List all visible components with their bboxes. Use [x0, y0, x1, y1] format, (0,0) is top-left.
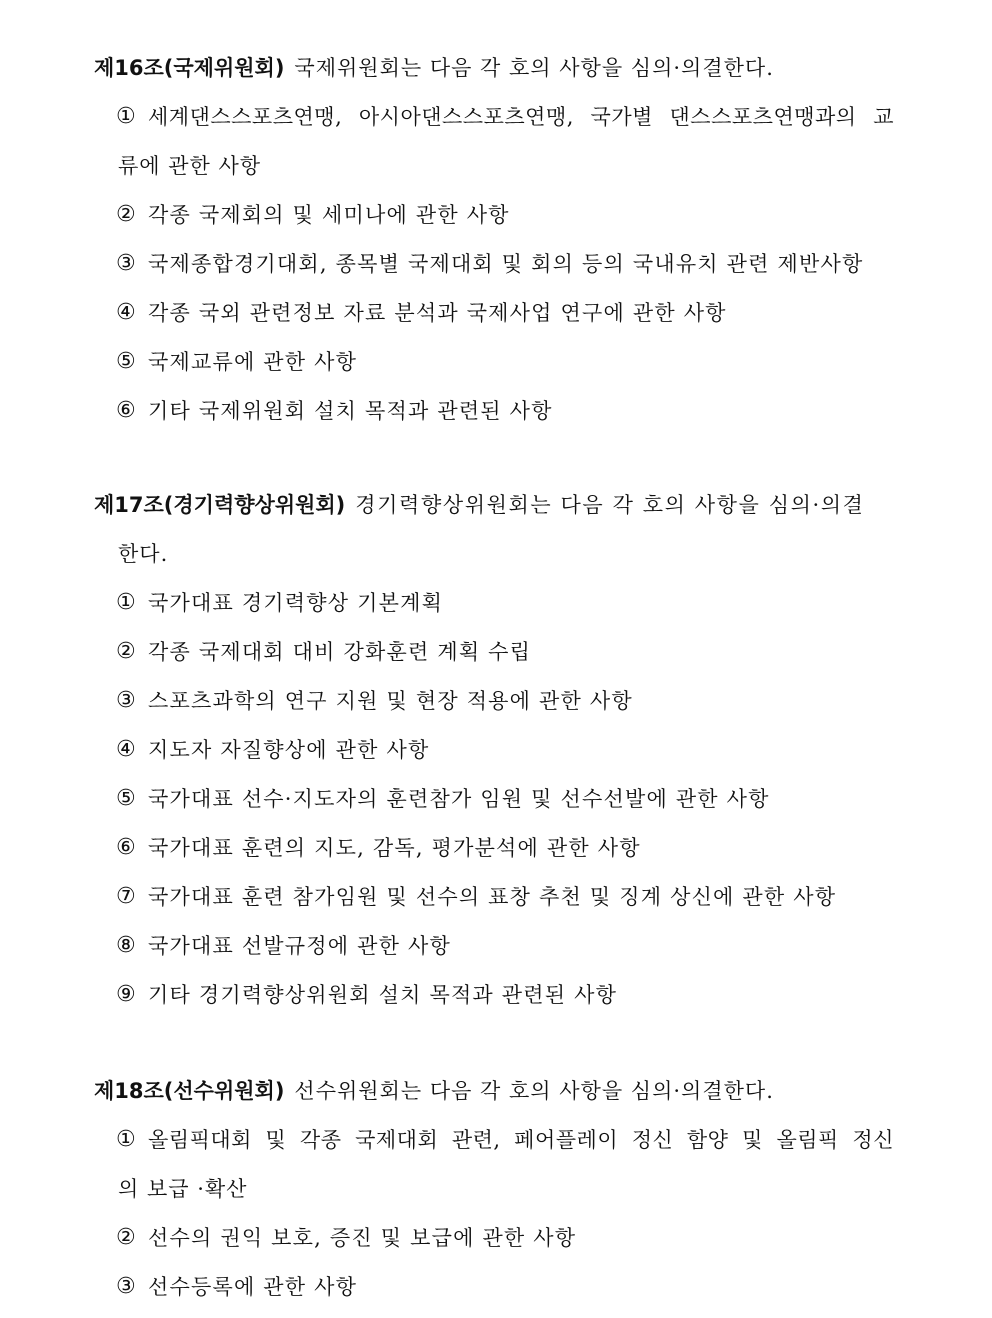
article-intro: 선수위원회는 다음 각 호의 사항을 심의·의결한다.: [294, 1079, 774, 1103]
list-item: [94, 830, 904, 879]
item-text: 국가대표 훈련 참가임원 및 선수의 표창 추천 및 징계 상신에 관한 사항: [148, 885, 837, 909]
list-item: [94, 295, 904, 344]
item-number: ⑧: [116, 933, 136, 958]
article-16: [94, 50, 904, 442]
article-18: [94, 1073, 904, 1318]
item-number: ③: [116, 688, 136, 713]
item-text: 각종 국외 관련정보 자료 분석과 국제사업 연구에 관한 사항: [148, 301, 727, 325]
item-number: ②: [116, 1225, 136, 1250]
item-text: 스포츠과학의 연구 지원 및 현장 적용에 관한 사항: [148, 689, 633, 713]
article-title: 제16조(국제위원회): [94, 56, 285, 80]
item-number: ⑤: [116, 786, 136, 811]
article-heading: [94, 50, 904, 99]
item-number: ⑨: [116, 982, 136, 1007]
item-number: ①: [116, 104, 136, 129]
list-item: [94, 683, 904, 732]
article-heading: [94, 1073, 904, 1122]
list-item: [94, 344, 904, 393]
item-text: 기타 경기력향상위원회 설치 목적과 관련된 사항: [148, 983, 618, 1007]
list-item: [94, 879, 904, 928]
item-number: ⑥: [116, 398, 136, 423]
item-text: 국가대표 선수·지도자의 훈련참가 임원 및 선수선발에 관한 사항: [148, 787, 770, 811]
list-item: [94, 732, 904, 781]
item-text: 각종 국제대회 대비 강화훈련 계획 수립: [148, 640, 532, 664]
item-number: ④: [116, 300, 136, 325]
item-number: ④: [116, 737, 136, 762]
item-number: ①: [116, 1127, 136, 1152]
item-number: ⑥: [116, 835, 136, 860]
item-text: 지도자 자질향상에 관한 사항: [148, 738, 430, 762]
list-item: [94, 393, 904, 442]
item-number: ⑤: [116, 349, 136, 374]
list-item: [94, 977, 904, 1026]
list-item: [94, 1269, 904, 1318]
item-text: 국제종합경기대회, 종목별 국제대회 및 회의 등의 국내유치 관련 제반사항: [148, 252, 864, 276]
item-number: ③: [116, 251, 136, 276]
article-title: 제18조(선수위원회): [94, 1079, 285, 1103]
list-item: [94, 246, 904, 295]
item-text: 국가대표 경기력향상 기본계획: [148, 591, 444, 615]
article-title: 제17조(경기력향상위원회): [94, 493, 346, 517]
article-17: [94, 487, 904, 1026]
article-intro: 경기력향상위원회는 다음 각 호의 사항을 심의·의결: [355, 493, 865, 517]
item-number: ②: [116, 639, 136, 664]
item-number: ②: [116, 202, 136, 227]
item-number: ⑦: [116, 884, 136, 909]
item-text: 국가대표 훈련의 지도, 감독, 평가분석에 관한 사항: [148, 836, 641, 860]
item-text: 기타 국제위원회 설치 목적과 관련된 사항: [148, 399, 553, 423]
list-item: [94, 1220, 904, 1269]
list-item: [94, 781, 904, 830]
item-text: 국제교류에 관한 사항: [148, 350, 358, 374]
item-text: 국가대표 선발규정에 관한 사항: [148, 934, 451, 958]
item-text: 각종 국제회의 및 세미나에 관한 사항: [148, 203, 510, 227]
list-item: [94, 99, 904, 148]
list-item: [94, 928, 904, 977]
item-number: ①: [116, 590, 136, 615]
item-number: ③: [116, 1274, 136, 1299]
article-intro: 국제위원회는 다음 각 호의 사항을 심의·의결한다.: [294, 56, 774, 80]
list-item: [94, 197, 904, 246]
item-text: 선수등록에 관한 사항: [148, 1275, 358, 1299]
item-continuation: 의 보급 ·확산: [118, 1177, 248, 1201]
item-text: 올림픽대회 및 각종 국제대회 관련, 페어플레이 정신 함양 및 올림픽 정신: [148, 1128, 894, 1152]
list-item: [94, 1122, 904, 1171]
item-text: 선수의 권익 보호, 증진 및 보급에 관한 사항: [148, 1226, 577, 1250]
list-item: [94, 585, 904, 634]
item-continuation: 류에 관한 사항: [118, 154, 262, 178]
intro-continuation: 한다.: [118, 542, 169, 566]
item-text: 세계댄스스포츠연맹, 아시아댄스스포츠연맹, 국가별 댄스스포츠연맹과의 교: [148, 105, 894, 129]
article-heading: [94, 487, 904, 536]
list-item: [94, 634, 904, 683]
